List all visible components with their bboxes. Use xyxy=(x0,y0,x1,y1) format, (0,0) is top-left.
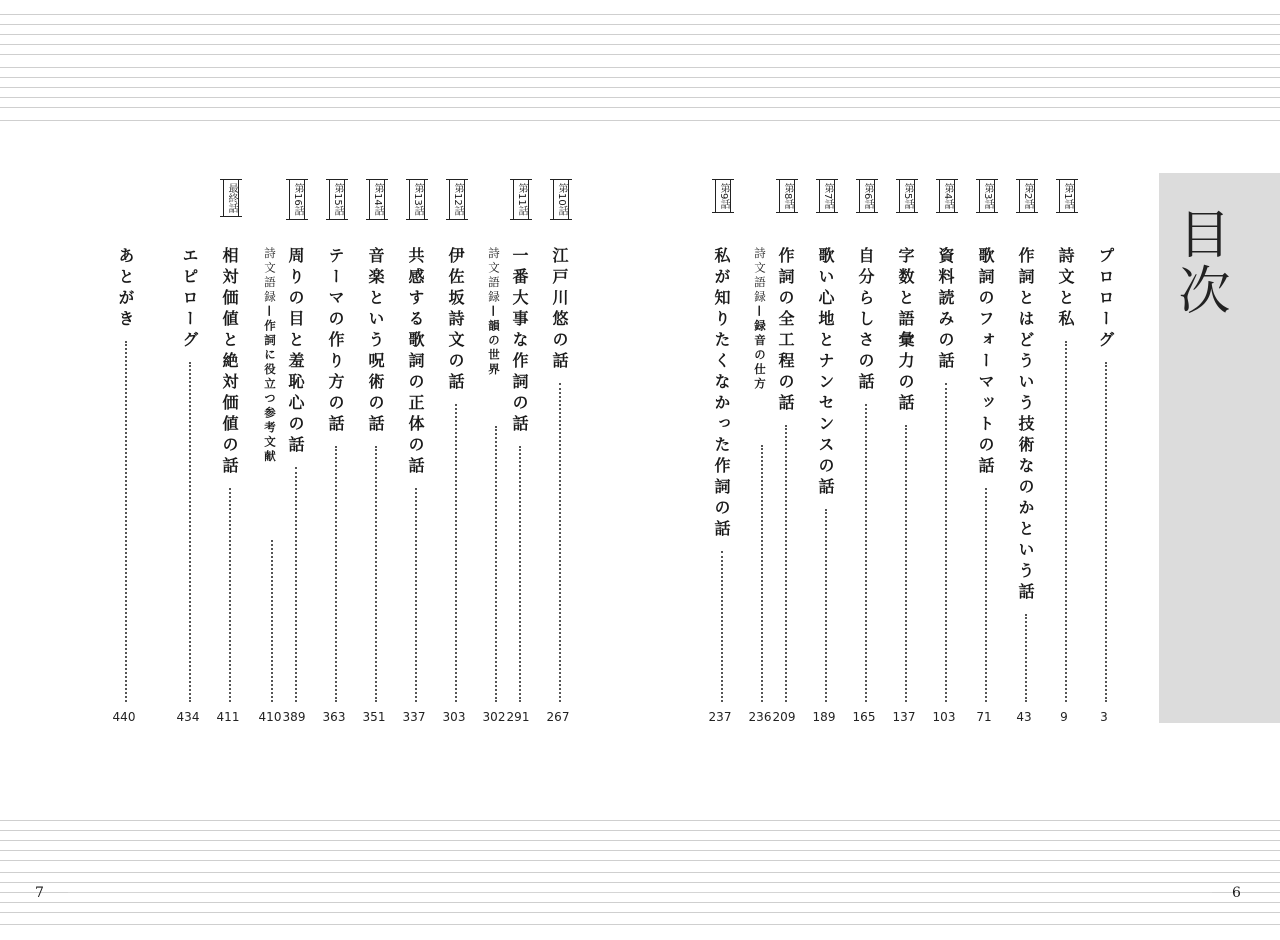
dash-separator: — xyxy=(487,305,501,320)
toc-entry-title: 私が知りたくなかった作詞の話 xyxy=(712,247,731,541)
page-number: 165 xyxy=(852,710,876,724)
page-number: 363 xyxy=(322,710,346,724)
chapter-badge: 第4話 xyxy=(939,179,955,213)
toc-entry[interactable] xyxy=(708,0,734,940)
dash-separator: — xyxy=(263,305,277,320)
toc-entry[interactable] xyxy=(112,0,138,940)
dot-leader xyxy=(335,446,337,702)
toc-entry-title: 周りの目と羞恥心の話 xyxy=(286,247,305,457)
dot-leader xyxy=(519,446,521,702)
dot-leader xyxy=(865,404,867,702)
toc-entry-title: 詩文と私 xyxy=(1056,247,1075,331)
page-number-right: 6 xyxy=(1232,885,1241,901)
chapter-badge: 第15話 xyxy=(329,179,345,220)
dot-leader xyxy=(295,467,297,702)
dot-leader xyxy=(1105,362,1107,702)
page-number: 137 xyxy=(892,710,916,724)
dot-leader xyxy=(1025,614,1027,702)
page-number: 440 xyxy=(112,710,136,724)
dash-separator: — xyxy=(753,305,767,320)
dot-leader xyxy=(271,540,273,702)
dot-leader xyxy=(761,445,763,702)
toc-entry[interactable] xyxy=(176,0,202,940)
chapter-badge: 第12話 xyxy=(449,179,465,220)
dot-leader xyxy=(1065,341,1067,702)
toc-entry-title: 音楽という呪術の話 xyxy=(366,247,385,436)
dot-leader xyxy=(375,446,377,702)
toc-entry[interactable] xyxy=(1096,0,1118,940)
page-number: 209 xyxy=(772,710,796,724)
dot-leader xyxy=(229,488,231,702)
toc-entry[interactable] xyxy=(812,0,838,940)
chapter-badge: 第10話 xyxy=(553,179,569,220)
toc-entry[interactable] xyxy=(772,0,798,940)
page-number: 303 xyxy=(442,710,466,724)
dot-leader xyxy=(825,509,827,702)
page-number: 411 xyxy=(216,710,240,724)
toc-entry-title: 相対価値と絶対価値の話 xyxy=(220,247,239,478)
toc-entry-title: 字数と語彙力の話 xyxy=(896,247,915,415)
toc-entry-title: エピローグ xyxy=(180,247,199,352)
toc-entry-subtitle: 作詞に役立つ参考文献 xyxy=(263,319,277,465)
toc-entry-title xyxy=(262,247,278,465)
toc-entry-subtitle: 韻の世界 xyxy=(487,319,501,378)
page-number: 291 xyxy=(506,710,530,724)
toc-entry[interactable] xyxy=(976,0,998,940)
toc-entry[interactable] xyxy=(1016,0,1038,940)
toc-entry[interactable] xyxy=(282,0,308,940)
dot-leader xyxy=(985,488,987,702)
toc-entry-title: 一番大事な作詞の話 xyxy=(510,247,529,436)
chapter-badge: 第3話 xyxy=(979,179,995,213)
chapter-badge: 第11話 xyxy=(513,179,529,220)
chapter-badge: 第9話 xyxy=(715,179,731,213)
page-number: 236 xyxy=(748,710,772,724)
toc-entry-label: 詩文語録 xyxy=(263,247,277,305)
toc-entry-title: 作詞とはどういう技術なのかという話 xyxy=(1016,247,1035,604)
page-number: 237 xyxy=(708,710,732,724)
dot-leader xyxy=(455,404,457,702)
page-number: 267 xyxy=(546,710,570,724)
toc-entry[interactable] xyxy=(748,0,774,940)
toc-entry-subtitle: 録音の仕方 xyxy=(753,319,767,392)
page-number: 434 xyxy=(176,710,200,724)
page-number: 103 xyxy=(932,710,956,724)
toc-entry[interactable] xyxy=(402,0,428,940)
dot-leader xyxy=(125,341,127,702)
toc-entry[interactable] xyxy=(442,0,468,940)
toc-entry[interactable] xyxy=(362,0,388,940)
page-number: 43 xyxy=(1016,710,1032,724)
page-number: 410 xyxy=(258,710,282,724)
dot-leader xyxy=(905,425,907,702)
toc-entry[interactable] xyxy=(892,0,918,940)
toc-entry-label: 詩文語録 xyxy=(487,247,501,305)
toc-entry[interactable] xyxy=(258,0,284,940)
toc-entry[interactable] xyxy=(322,0,348,940)
toc-entry-label: 詩文語録 xyxy=(753,247,767,305)
chapter-badge: 第2話 xyxy=(1019,179,1035,213)
page-number: 71 xyxy=(976,710,992,724)
toc-entry-title: あとがき xyxy=(116,247,135,331)
toc-entry-title: 資料読みの話 xyxy=(936,247,955,373)
dot-leader xyxy=(189,362,191,702)
toc-title: 目次 xyxy=(1169,207,1229,319)
dot-leader xyxy=(495,426,497,702)
page-number: 189 xyxy=(812,710,836,724)
chapter-badge: 第14話 xyxy=(369,179,385,220)
chapter-badge: 第6話 xyxy=(859,179,875,213)
dot-leader xyxy=(785,425,787,702)
toc-entry[interactable] xyxy=(482,0,508,940)
chapter-badge: 第5話 xyxy=(899,179,915,213)
chapter-badge: 最終話 xyxy=(223,179,239,217)
toc-entry-title: テーマの作り方の話 xyxy=(326,247,345,436)
dot-leader xyxy=(559,383,561,702)
footer-rule xyxy=(68,892,1212,893)
toc-entry-title: 共感する歌詞の正体の話 xyxy=(406,247,425,478)
toc-entry-title: 江戸川悠の話 xyxy=(550,247,569,373)
toc-entry[interactable] xyxy=(932,0,958,940)
toc-entry[interactable] xyxy=(506,0,532,940)
chapter-badge: 第8話 xyxy=(779,179,795,213)
dot-leader xyxy=(945,383,947,702)
page-number: 302 xyxy=(482,710,506,724)
page-number: 337 xyxy=(402,710,426,724)
toc-entry[interactable] xyxy=(1056,0,1078,940)
toc-entry-title: 歌い心地とナンセンスの話 xyxy=(816,247,835,499)
page-number: 351 xyxy=(362,710,386,724)
dot-leader xyxy=(721,551,723,702)
toc-entry-title: 作詞の全工程の話 xyxy=(776,247,795,415)
toc-entry-title: 歌詞のフォーマットの話 xyxy=(976,247,995,478)
page-number: 389 xyxy=(282,710,306,724)
page-number-left: 7 xyxy=(35,885,44,901)
chapter-badge: 第1話 xyxy=(1059,179,1075,213)
toc-entry[interactable] xyxy=(546,0,572,940)
chapter-badge: 第16話 xyxy=(289,179,305,220)
toc-entry-title xyxy=(752,247,768,392)
chapter-badge: 第7話 xyxy=(819,179,835,213)
chapter-badge: 第13話 xyxy=(409,179,425,220)
toc-entry-title xyxy=(486,247,502,378)
dot-leader xyxy=(415,488,417,702)
toc-entry[interactable] xyxy=(216,0,242,940)
page-number: 9 xyxy=(1060,710,1068,724)
toc-entry-title: 自分らしさの話 xyxy=(856,247,875,394)
toc-entry-title: プロローグ xyxy=(1096,247,1115,352)
toc-entry-title: 伊佐坂詩文の話 xyxy=(446,247,465,394)
page-number: 3 xyxy=(1100,710,1108,724)
toc-entry[interactable] xyxy=(852,0,878,940)
